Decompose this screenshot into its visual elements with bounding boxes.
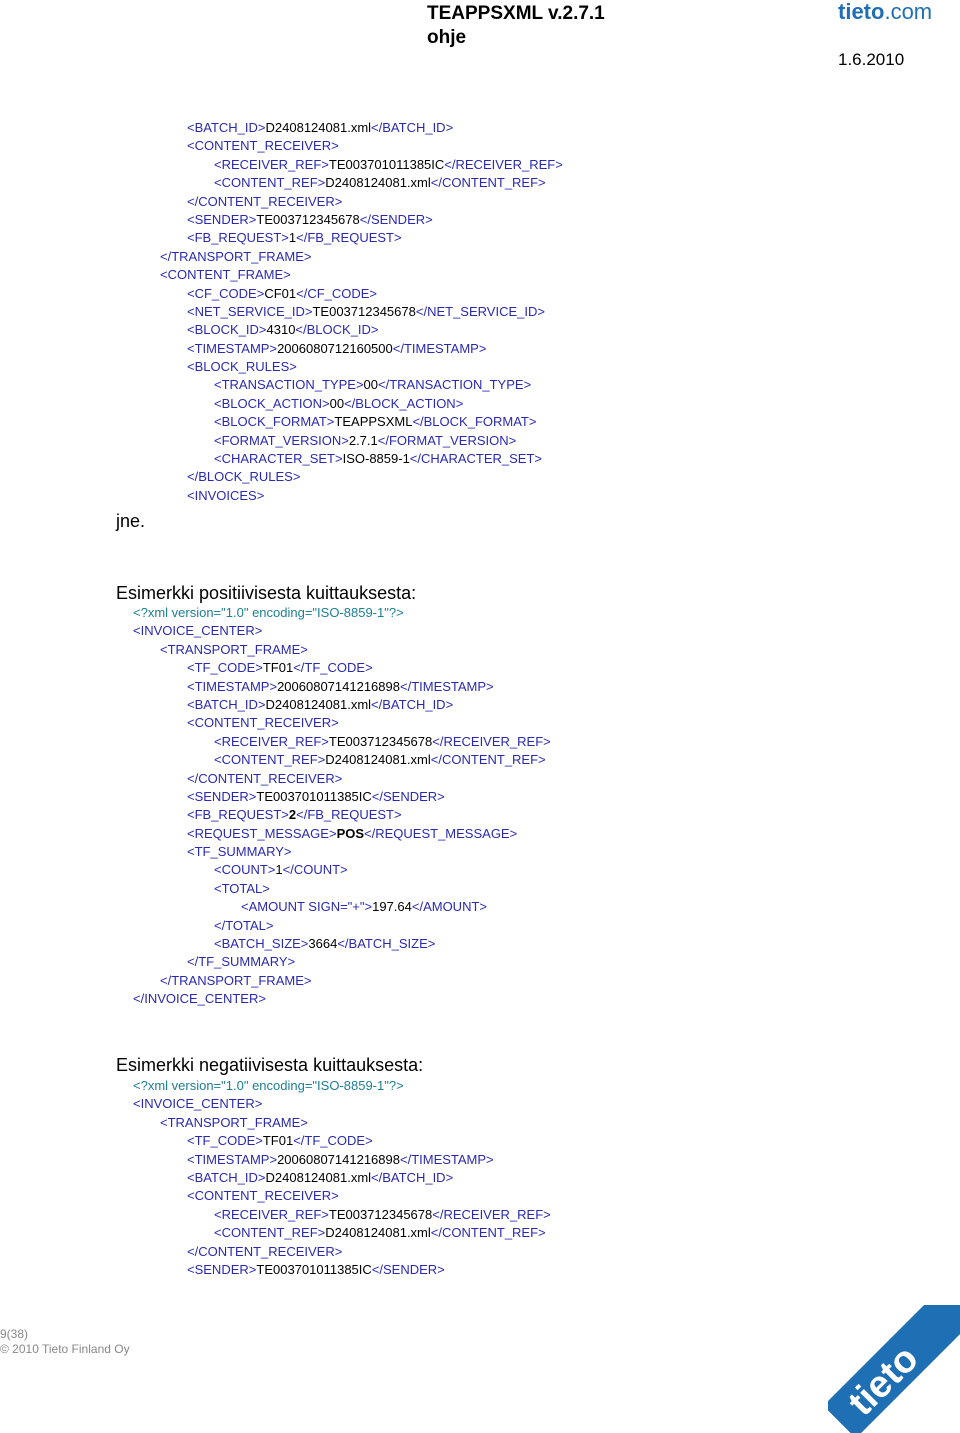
code-line: [133, 340, 563, 358]
code-tag: </BATCH_ID>: [371, 120, 454, 135]
code-tag: </BLOCK_RULES>: [187, 469, 301, 485]
code-value: D2408124081.xml: [265, 1169, 372, 1185]
code-line: [133, 450, 563, 468]
code-tag: <TIMESTAMP>: [187, 678, 278, 694]
code-tag: </BATCH_SIZE>: [337, 936, 436, 952]
code-tag: </RECEIVER_REF>: [432, 1206, 551, 1222]
code-line: [133, 193, 563, 211]
code-tag: </RECEIVER_REF>: [432, 733, 551, 749]
code-line: [133, 487, 563, 505]
code-line: [133, 303, 563, 321]
code-tag: </TIMESTAMP>: [392, 340, 487, 356]
code-line: [133, 972, 551, 990]
code-tag: <REQUEST_MESSAGE>: [187, 825, 337, 841]
logo-bold-part: tieto: [838, 0, 885, 24]
code-tag: <INVOICE_CENTER>: [133, 623, 263, 639]
code-tag: </SENDER>: [371, 788, 445, 804]
xml-block-positive: [133, 604, 551, 1009]
code-value: TE003701011385IC: [328, 156, 445, 172]
code-tag: <CHARACTER_SET>: [214, 451, 343, 467]
code-tag: </TRANSPORT_FRAME>: [160, 972, 312, 988]
code-tag: <?xml version="1.0" encoding="ISO-8859-1"?>: [133, 605, 404, 620]
code-line: [133, 266, 563, 284]
etc-label: jne.: [116, 511, 146, 531]
code-tag: </TRANSACTION_TYPE>: [378, 377, 532, 393]
code-line: [133, 843, 551, 861]
code-tag: </SENDER>: [371, 1261, 445, 1277]
code-line: [133, 733, 551, 751]
code-value: 2006080712160500: [277, 340, 393, 356]
code-value: ISO-8859-1: [342, 451, 410, 467]
code-tag: </REQUEST_MESSAGE>: [364, 825, 518, 841]
code-tag: <CONTENT_RECEIVER>: [187, 715, 339, 731]
code-tag: <SENDER>: [187, 1261, 257, 1277]
code-line: [133, 395, 563, 413]
code-value: 3664: [308, 936, 338, 952]
code-line: [133, 229, 563, 247]
code-line: [133, 413, 563, 431]
code-line: [133, 285, 563, 303]
code-line: [133, 696, 551, 714]
code-line: [133, 788, 551, 806]
code-tag: <CONTENT_REF>: [214, 175, 326, 191]
code-tag: </TF_SUMMARY>: [187, 954, 296, 970]
code-tag: <CONTENT_REF>: [214, 752, 326, 768]
code-line: [133, 1261, 551, 1279]
code-tag: </TOTAL>: [214, 917, 274, 933]
positive-example-heading: Esimerkki positiivisesta kuittauksesta:: [116, 583, 417, 603]
code-line: [133, 358, 563, 376]
negative-example-heading: Esimerkki negatiivisesta kuittauksesta:: [116, 1055, 424, 1075]
code-tag: <TRANSACTION_TYPE>: [214, 377, 364, 393]
code-value: D2408124081.xml: [265, 696, 372, 712]
code-line: [133, 1243, 551, 1261]
code-line: [133, 468, 563, 486]
code-line: [133, 917, 551, 935]
code-tag: <?xml version="1.0" encoding="ISO-8859-1"?>: [133, 1078, 404, 1093]
code-value: TF01: [262, 660, 294, 676]
code-value: D2408124081.xml: [325, 1225, 431, 1241]
code-tag: <TRANSPORT_FRAME>: [160, 641, 308, 657]
code-tag: </BLOCK_ID>: [295, 322, 379, 338]
code-value: 20060807141216898: [277, 1151, 400, 1167]
code-tag: <BATCH_ID>: [187, 696, 266, 712]
code-line: [133, 714, 551, 732]
document-subtitle: ohje: [427, 27, 467, 48]
code-tag: </CONTENT_REF>: [430, 1225, 546, 1241]
code-value: D2408124081.xml: [325, 752, 431, 768]
code-tag: </NET_SERVICE_ID>: [415, 303, 545, 319]
code-tag: <BATCH_SIZE>: [214, 936, 309, 952]
code-tag: </SENDER>: [359, 211, 433, 227]
page-number: 9(38): [0, 1327, 29, 1341]
code-tag: <BLOCK_ACTION>: [214, 395, 330, 411]
code-tag: <FB_REQUEST>: [187, 807, 289, 823]
code-tag: <INVOICES>: [187, 487, 265, 503]
code-tag: </FB_REQUEST>: [296, 807, 402, 823]
code-tag: <BATCH_ID>: [187, 120, 266, 135]
code-line: [133, 432, 563, 450]
svg-text:tieto: tieto: [840, 1337, 927, 1425]
code-tag: <SENDER>: [187, 211, 257, 227]
code-line: [133, 1187, 551, 1205]
code-tag: </TF_CODE>: [293, 1133, 373, 1149]
code-value: 20060807141216898: [277, 678, 400, 694]
code-line: [133, 321, 563, 339]
code-line: [133, 1224, 551, 1242]
code-tag: <CF_CODE>: [187, 285, 265, 301]
code-value: D2408124081.xml: [325, 175, 431, 191]
code-line: [133, 751, 551, 769]
code-line: [133, 211, 563, 229]
code-line: [133, 770, 551, 788]
code-line: [133, 622, 551, 640]
code-line: [133, 137, 563, 155]
code-line: [133, 953, 551, 971]
code-tag: </FORMAT_VERSION>: [377, 432, 517, 448]
code-tag: </CHARACTER_SET>: [409, 451, 542, 467]
copyright: © 2010 Tieto Finland Oy: [0, 1342, 130, 1356]
code-line: [133, 1132, 551, 1150]
code-line: [133, 1114, 551, 1132]
code-tag: <BATCH_ID>: [187, 1169, 266, 1185]
code-line: [133, 376, 563, 394]
code-tag: <TOTAL>: [214, 880, 270, 896]
code-tag: </BLOCK_ACTION>: [344, 395, 464, 411]
code-line: [133, 880, 551, 898]
code-line: [133, 1151, 551, 1169]
code-line: [133, 119, 563, 137]
code-line: [133, 248, 563, 266]
code-tag: <TIMESTAMP>: [187, 340, 278, 356]
code-tag: <CONTENT_RECEIVER>: [187, 1188, 339, 1204]
code-line: [133, 898, 551, 916]
code-value: TE003712345678: [328, 733, 433, 749]
code-tag: </CF_CODE>: [296, 285, 378, 301]
code-tag: </RECEIVER_REF>: [444, 156, 563, 172]
code-tag: </INVOICE_CENTER>: [133, 991, 266, 1007]
code-tag: <NET_SERVICE_ID>: [187, 303, 313, 319]
code-tag: </TRANSPORT_FRAME>: [160, 248, 312, 264]
logo-rest-part: .com: [884, 0, 933, 24]
code-line: [133, 604, 551, 622]
code-tag: <COUNT>: [214, 862, 276, 878]
code-tag: <RECEIVER_REF>: [214, 733, 329, 749]
code-value: D2408124081.xml: [265, 120, 372, 135]
code-value: CF01: [264, 285, 297, 301]
code-tag: </CONTENT_REF>: [430, 175, 546, 191]
code-tag: </COUNT>: [282, 862, 348, 878]
code-tag: </CONTENT_RECEIVER>: [187, 770, 343, 786]
code-tag: </CONTENT_REF>: [430, 752, 546, 768]
code-line: [133, 990, 551, 1008]
code-tag: <AMOUNT SIGN="+">: [241, 899, 373, 915]
code-tag: <FB_REQUEST>: [187, 230, 289, 246]
code-tag: </BLOCK_FORMAT>: [412, 414, 537, 430]
code-tag: </TIMESTAMP>: [399, 678, 494, 694]
code-tag: </FB_REQUEST>: [296, 230, 402, 246]
code-line: [133, 825, 551, 843]
code-value: TE003712345678: [256, 211, 360, 227]
code-line: [133, 1095, 551, 1113]
code-tag: <RECEIVER_REF>: [214, 1206, 329, 1222]
code-value: POS: [336, 825, 365, 841]
code-line: [133, 1077, 551, 1095]
code-line: [133, 861, 551, 879]
code-value: TEAPPSXML: [334, 414, 413, 430]
xml-block-continuation: [133, 119, 563, 505]
code-tag: <INVOICE_CENTER>: [133, 1096, 263, 1112]
code-tag: <CONTENT_REF>: [214, 1225, 326, 1241]
code-line: [133, 678, 551, 696]
code-value: 197.64: [372, 899, 412, 915]
code-line: [133, 156, 563, 174]
code-value: TE003712345678: [328, 1206, 433, 1222]
code-line: [133, 174, 563, 192]
code-value: TE003701011385IC: [256, 1261, 372, 1277]
code-tag: <CONTENT_RECEIVER>: [187, 138, 339, 154]
code-tag: <TF_CODE>: [187, 1133, 263, 1149]
code-line: [133, 935, 551, 953]
code-tag: </AMOUNT>: [411, 899, 487, 915]
code-tag: </CONTENT_RECEIVER>: [187, 1243, 343, 1259]
code-tag: <BLOCK_ID>: [187, 322, 267, 338]
code-tag: </CONTENT_RECEIVER>: [187, 193, 343, 209]
code-value: TE003701011385IC: [256, 788, 372, 804]
code-tag: <RECEIVER_REF>: [214, 156, 329, 172]
code-value: TE003712345678: [312, 303, 416, 319]
code-tag: <TF_SUMMARY>: [187, 844, 292, 860]
code-tag: <FORMAT_VERSION>: [214, 432, 349, 448]
code-value: 00: [329, 395, 345, 411]
code-tag: <TIMESTAMP>: [187, 1151, 278, 1167]
code-tag: <BLOCK_RULES>: [187, 359, 297, 375]
code-value: TF01: [262, 1133, 294, 1149]
code-line: [133, 641, 551, 659]
code-tag: </TF_CODE>: [293, 660, 373, 676]
code-value: 00: [363, 377, 379, 393]
code-tag: <TF_CODE>: [187, 660, 263, 676]
tieto-logo-icon: [828, 1305, 960, 1433]
code-line: [133, 1206, 551, 1224]
code-value: 2: [288, 807, 297, 823]
code-value: 2.7.1: [348, 432, 378, 448]
code-value: 1: [288, 230, 297, 246]
code-value: 1: [275, 862, 283, 878]
code-line: [133, 806, 551, 824]
code-tag: <CONTENT_FRAME>: [160, 267, 291, 283]
document-date: 1.6.2010: [838, 50, 905, 69]
tieto-logo-text: [838, 0, 932, 24]
code-tag: </BATCH_ID>: [371, 1169, 454, 1185]
code-tag: </BATCH_ID>: [371, 696, 454, 712]
code-tag: <TRANSPORT_FRAME>: [160, 1114, 308, 1130]
code-value: 4310: [266, 322, 296, 338]
code-line: [133, 1169, 551, 1187]
code-tag: </TIMESTAMP>: [399, 1151, 494, 1167]
document-title: TEAPPSXML v.2.7.1: [427, 3, 605, 24]
code-line: [133, 659, 551, 677]
xml-block-negative: [133, 1077, 551, 1279]
code-tag: <BLOCK_FORMAT>: [214, 414, 335, 430]
code-tag: <SENDER>: [187, 788, 257, 804]
